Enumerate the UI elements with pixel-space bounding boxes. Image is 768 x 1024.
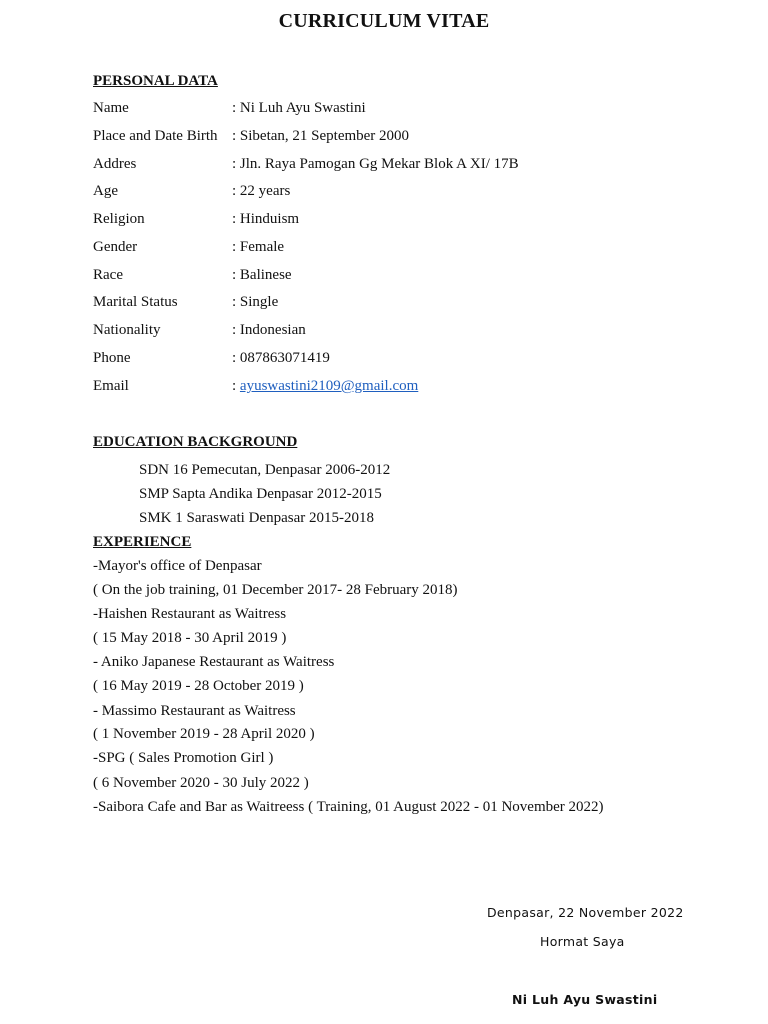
personal-label: Addres — [93, 156, 137, 172]
personal-value: : Female — [232, 239, 285, 255]
experience-line: -Saibora Cafe and Bar as Waitreess ( Training, 01 August 2022 - 01 November 2022) — [93, 799, 604, 815]
personal-label: Gender — [93, 239, 138, 255]
page-title: CURRICULUM VITAE — [278, 10, 490, 32]
personal-value: : Single — [232, 294, 279, 310]
personal-label: Phone — [93, 350, 131, 366]
personal-label: Marital Status — [93, 294, 178, 310]
personal-value: : Indonesian — [232, 322, 306, 338]
personal-label: Religion — [93, 211, 145, 227]
experience-line: -Mayor's office of Denpasar — [93, 558, 262, 574]
email-link[interactable]: ayuswastini2109@gmail.com — [239, 378, 419, 394]
signature-name: Ni Luh Ayu Swastini — [512, 992, 658, 1007]
education-item: SMK 1 Saraswati Denpasar 2015-2018 — [139, 510, 374, 526]
education-item: SDN 16 Pemecutan, Denpasar 2006-2012 — [139, 462, 391, 478]
personal-value — [232, 378, 418, 395]
experience-line: - Aniko Japanese Restaurant as Waitress — [93, 654, 335, 670]
experience-line: -Haishen Restaurant as Waitress — [93, 606, 287, 622]
experience-line: ( On the job training, 01 December 2017- 28 February 2018) — [93, 582, 458, 598]
personal-data-heading: PERSONAL DATA — [93, 73, 218, 89]
personal-value: : Sibetan, 21 September 2000 — [232, 128, 410, 144]
experience-line: ( 6 November 2020 - 30 July 2022 ) — [93, 775, 309, 791]
signature-closing: Hormat Saya — [540, 934, 625, 949]
email-prefix: : — [232, 378, 240, 394]
personal-value: : Hinduism — [232, 211, 300, 227]
personal-value: : Balinese — [232, 267, 292, 283]
personal-label: Place and Date Birth — [93, 128, 218, 144]
personal-label: Email — [93, 378, 129, 394]
education-heading: EDUCATION BACKGROUND — [93, 434, 298, 450]
experience-line: -SPG ( Sales Promotion Girl ) — [93, 750, 274, 766]
personal-label: Nationality — [93, 322, 161, 338]
personal-label: Name — [93, 100, 129, 116]
experience-line: ( 15 May 2018 - 30 April 2019 ) — [93, 630, 287, 646]
personal-value: : Ni Luh Ayu Swastini — [232, 100, 366, 116]
personal-value: : Jln. Raya Pamogan Gg Mekar Blok A XI/ 17B — [232, 156, 519, 172]
personal-value: : 22 years — [232, 183, 291, 199]
experience-line: - Massimo Restaurant as Waitress — [93, 703, 296, 719]
personal-label: Age — [93, 183, 118, 199]
experience-heading: EXPERIENCE — [93, 534, 192, 550]
signature-place-date: Denpasar, 22 November 2022 — [487, 905, 684, 920]
personal-value: : 087863071419 — [232, 350, 330, 366]
personal-label: Race — [93, 267, 123, 283]
experience-line: ( 16 May 2019 - 28 October 2019 ) — [93, 678, 304, 694]
experience-line: ( 1 November 2019 - 28 April 2020 ) — [93, 726, 315, 742]
education-item: SMP Sapta Andika Denpasar 2012-2015 — [139, 486, 382, 502]
